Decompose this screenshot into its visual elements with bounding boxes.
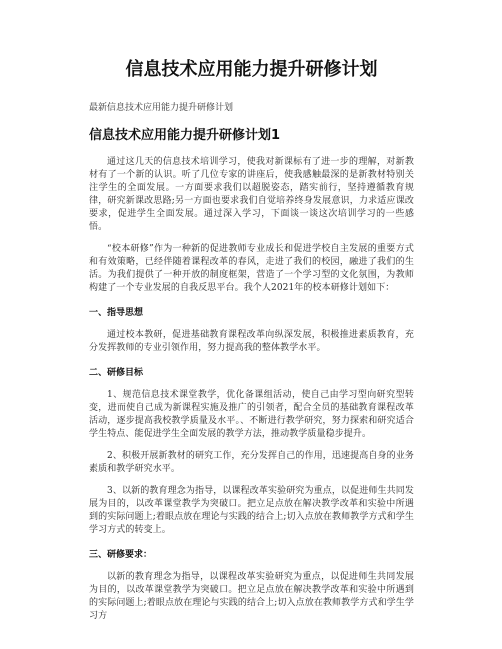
section-paragraph: 3、以新的教育理念为指导，以课程改革实验研究为重点，以促进师生共同发展为目的，以改革课堂教学为突破口。把立足点放在解决教学改革和实验中所遇到的实际问题上;着眼点放在理论与实践的结合上;切入点放在教师教学方式和学生学习方式的转变上。 (89, 486, 414, 535)
section-paragraph: 以新的教育理念为指导，以课程改革实验研究为重点，以促进师生共同发展为目的，以改革课堂教学为突破口。把立足点放在解决教学改革和实验中所遇到的实际问题上;着眼点放在理论与实践的结合上;切入点放在教师教学方式和学生学习方 (89, 572, 414, 621)
section-heading-goals: 二、研修目标 (89, 368, 144, 378)
intro-paragraph: 通过这几天的信息技术培训学习，使我对新课标有了进一步的理解，对新教材有了一个新的认识。听了几位专家的讲座后，使我感触最深的是新教材特别关注学生的全面发展。一方面要求我们以超脱姿态，踏实前行，坚持遵循教育规律，研究新课改思路;另一方面也要求我们自觉培养终身发展意识，力求适应课改要求，促进学生全面发展。通过深入学习，下面谈一谈这次培训学习的一些感悟。 (89, 157, 414, 232)
document-subtitle: 最新信息技术应用能力提升研修计划 (89, 103, 234, 113)
section-title: 信息技术应用能力提升研修计划1 (89, 128, 281, 143)
section-heading-requirements: 三、研修要求： (89, 550, 153, 560)
section-heading-guiding-thought: 一、指导思想 (89, 308, 144, 318)
section-paragraph: 1、规范信息技术课堂教学，优化备课组活动，使自己由学习型向研究型转变，进而使自己成为新课程实施及推广的引领者，配合全员的基础教育课程改革活动，逐步提高我校教学质量及水平。、不断进行教学研究，努力探索和研究适合学生特点、能促进学生全面发展的教学方法，推动教学质量稳步提升。 (89, 390, 414, 439)
section-paragraph: 通过校本教研，促进基础教育课程改革向纵深发展，积极推进素质教育，充分发挥教师的专业引领作用，努力提高我的整体教学水平。 (89, 330, 414, 353)
document-title: 信息技术应用能力提升研修计划 (125, 59, 378, 80)
section-paragraph: 2、积极开展新教材的研究工作，充分发挥自己的作用，迅速提高自身的业务素质和教学研究水平。 (89, 451, 414, 474)
intro-paragraph: “校本研修”作为一种新的促进教师专业成长和促进学校自主发展的重要方式和有效策略，已经伴随着课程改革的春风，走进了我们的校园，融进了我们的生活。为我们提供了一种开放的制度框架，营造了一个学习型的文化氛围，为教师构建了一个专业发展的自我反思平台。我个人2021年的校本研修计划如下： (89, 244, 414, 293)
